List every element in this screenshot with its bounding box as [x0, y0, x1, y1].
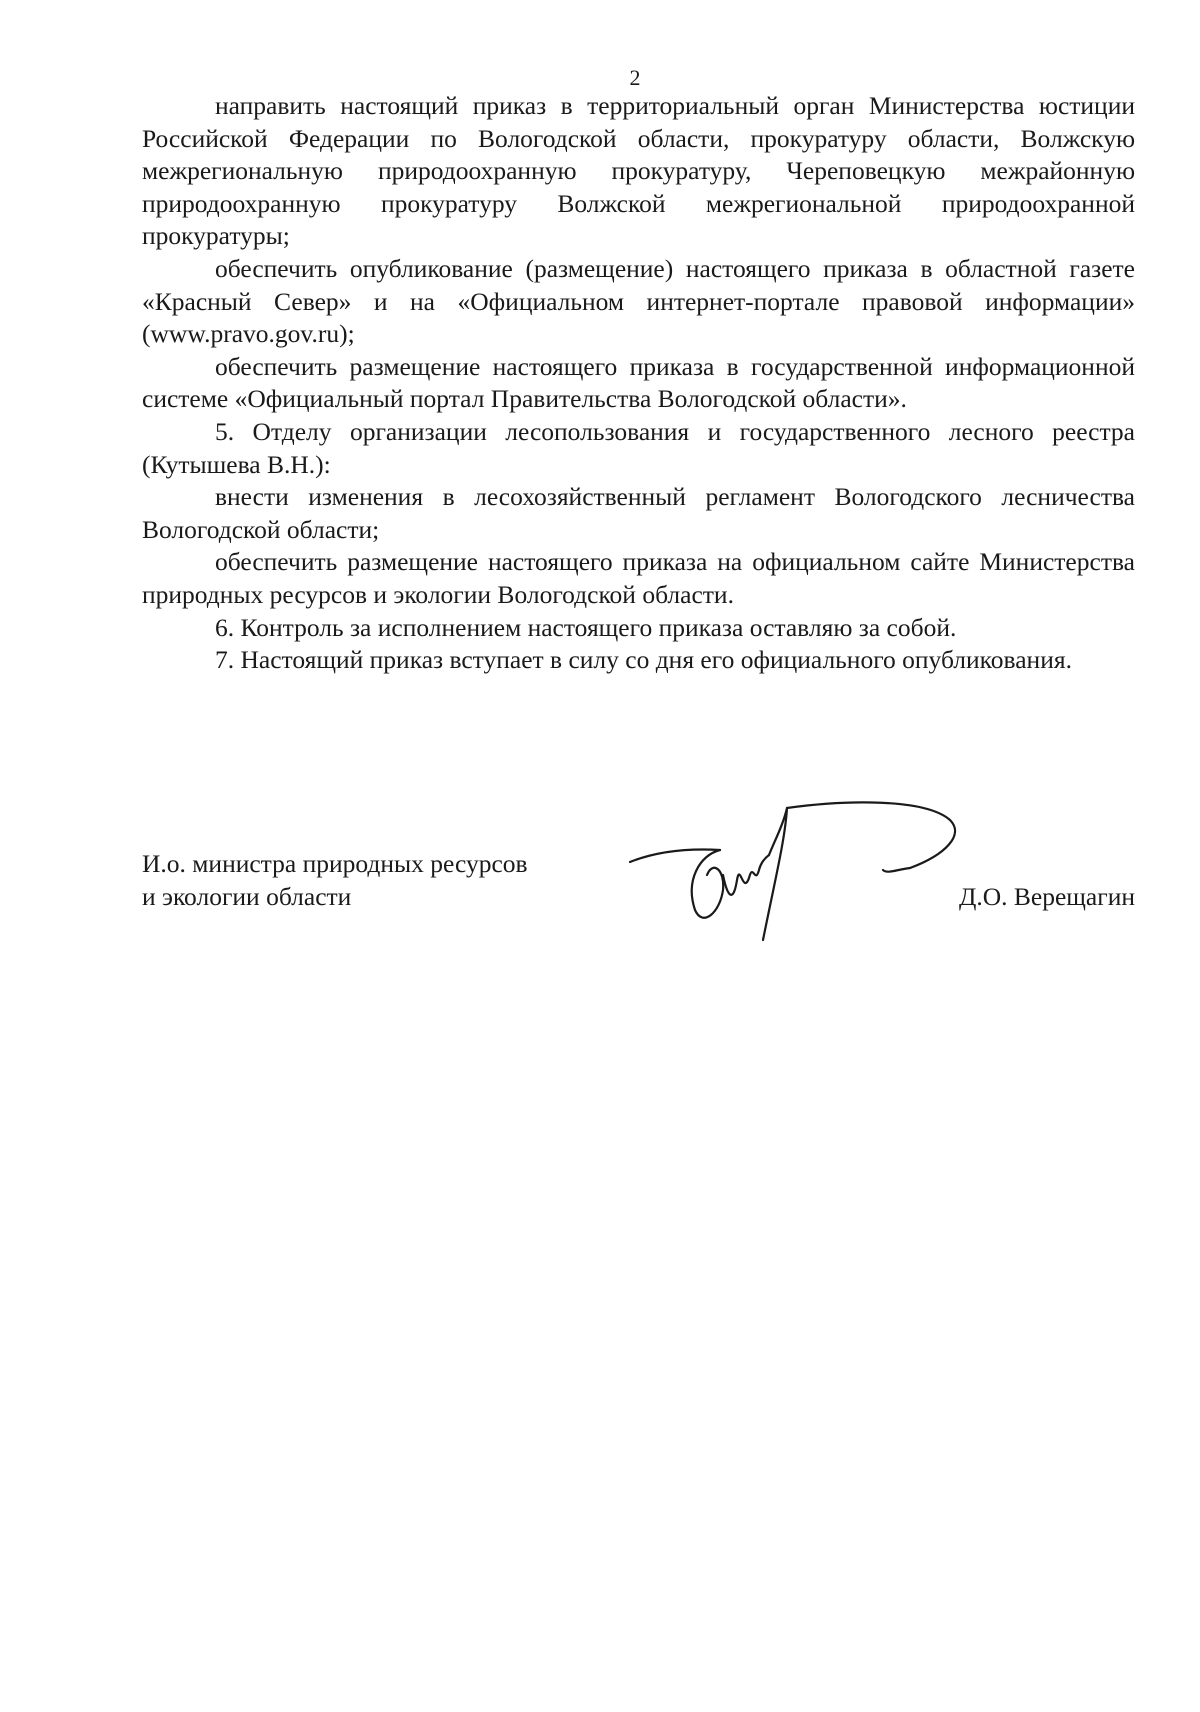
- paragraph-publish-order: обеспечить опубликование (размещение) настоящего приказа в областной газете «Красный Север» и на «Официальном интернет-портале правовой информации» (www.pravo.gov.ru);: [142, 253, 1135, 349]
- document-body: [142, 90, 1135, 677]
- paragraph-item-5: 5. Отделу организации лесопользования и государственного лесного реестра (Кутышева В.Н.):: [142, 416, 1135, 479]
- paragraph-send-order: направить настоящий приказ в территориальный орган Министерства юстиции Российской Федерации по Вологодской области, прокуратуру области, Волжскую межрегиональную природоохранную прокуратуру, Череповецкую межрайонную природоохранную прокуратуру Волжской межрегиональной природоохранной прокуратуры;: [142, 91, 1135, 251]
- signatory-title-line2: и экологии области: [142, 881, 352, 911]
- signatory-title: [142, 848, 662, 913]
- page-number: 2: [629, 65, 641, 90]
- paragraph-placement-ministry-site: обеспечить размещение настоящего приказа на официальном сайте Министерства природных ресурсов и экологии Вологодской области.: [142, 547, 1135, 609]
- paragraph-placement-portal: обеспечить размещение настоящего приказа в государственной информационной системе «Официальный портал Правительства Вологодской области».: [142, 351, 1135, 414]
- signatory-name: Д.О. Верещагин: [958, 882, 1135, 911]
- signatory-title-line1: И.о. министра природных ресурсов: [142, 849, 528, 878]
- paragraph-amend-regulation: внести изменения в лесохозяйственный регламент Вологодского лесничества Вологодской области;: [142, 482, 1135, 544]
- handwritten-signature: [625, 800, 985, 950]
- paragraph-item-7: 7. Настоящий приказ вступает в силу со дня его официального опубликования.: [215, 645, 1072, 675]
- paragraph-item-6: 6. Контроль за исполнением настоящего приказа оставляю за собой.: [215, 612, 957, 642]
